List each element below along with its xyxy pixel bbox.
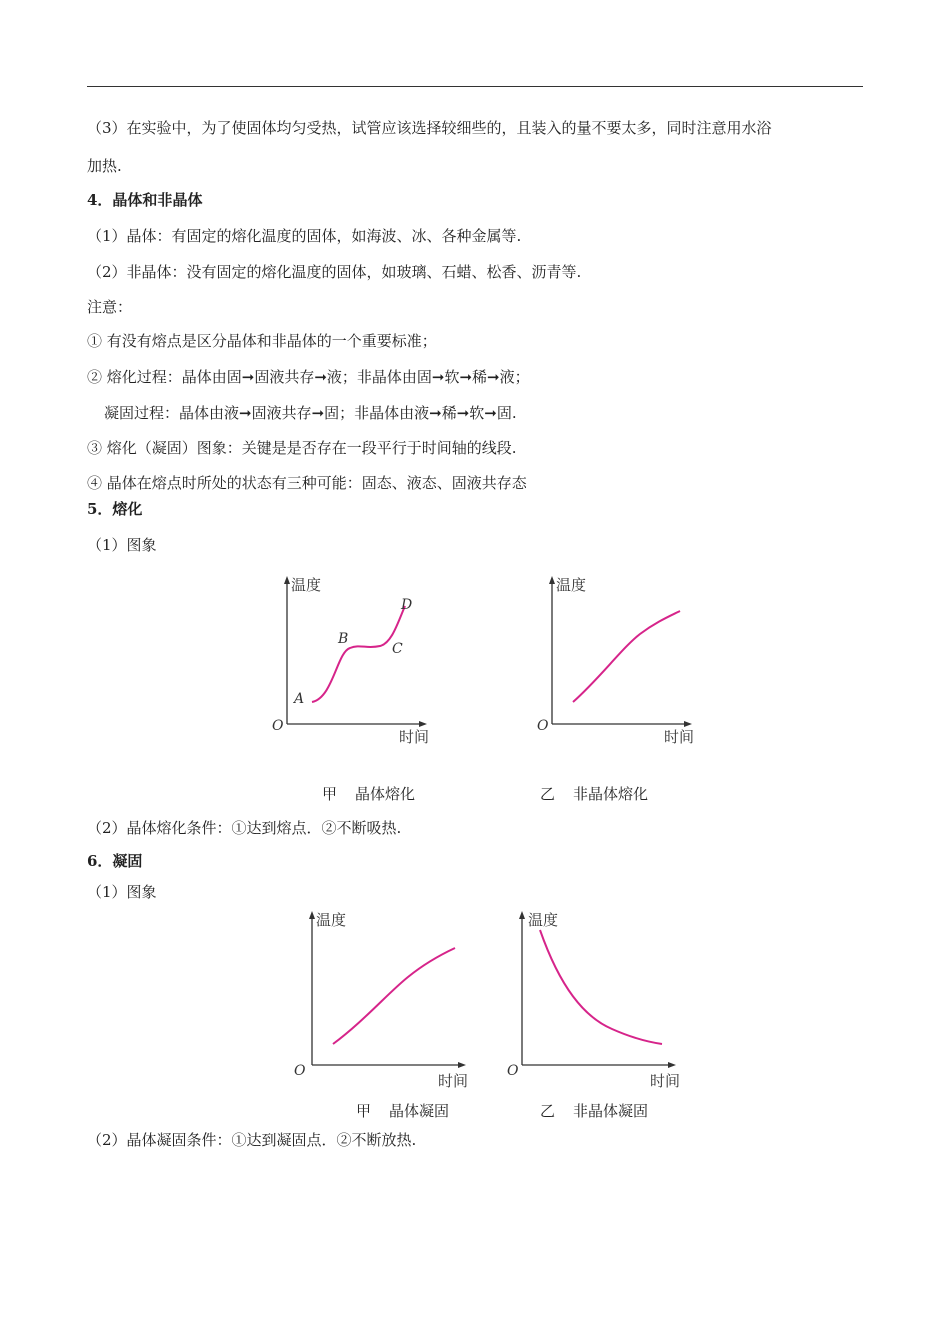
caption-prefix: 乙 bbox=[540, 785, 556, 803]
caption-prefix: 乙 bbox=[540, 1102, 556, 1120]
y-axis-label: 温度 bbox=[528, 911, 559, 929]
melt-amorphous-caption bbox=[540, 784, 648, 804]
item-6-1: （1）图象 bbox=[87, 883, 157, 901]
item-5-1: （1）图象 bbox=[87, 536, 157, 554]
note-1: ① 有没有熔点是区分晶体和非晶体的一个重要标准； bbox=[87, 332, 437, 350]
solidification-curve bbox=[540, 930, 662, 1044]
melt-crystal-caption bbox=[322, 784, 415, 804]
x-axis-arrow bbox=[668, 1062, 676, 1068]
solid-crystal-caption bbox=[356, 1101, 449, 1121]
y-axis-arrow bbox=[284, 576, 290, 584]
x-axis-arrow bbox=[458, 1062, 466, 1068]
point-d-label: D bbox=[401, 597, 413, 613]
x-axis-label: 时间 bbox=[399, 728, 430, 746]
melt-amorphous-chart bbox=[530, 570, 700, 750]
item-6-2: （2）晶体凝固条件：①达到凝固点．②不断放热. bbox=[87, 1131, 417, 1149]
caption-prefix: 甲 bbox=[322, 785, 338, 803]
origin-label: O bbox=[507, 1063, 519, 1079]
caption-title: 非晶体凝固 bbox=[573, 1102, 649, 1120]
caption-title: 晶体凝固 bbox=[389, 1102, 450, 1120]
item-4-2: （2）非晶体：没有固定的熔化温度的固体，如玻璃、石蜡、松香、沥青等. bbox=[87, 263, 582, 281]
paragraph-3a: （3）在实验中，为了使固体均匀受热，试管应该选择较细些的，且装入的量不要太多，同时注意用水浴 bbox=[87, 119, 772, 137]
point-c-label: C bbox=[392, 641, 403, 657]
x-axis-label: 时间 bbox=[438, 1072, 469, 1090]
heading-5: 5．熔化 bbox=[87, 500, 143, 518]
x-axis-arrow bbox=[419, 721, 427, 727]
y-axis-arrow bbox=[309, 911, 315, 919]
x-axis-label: 时间 bbox=[664, 728, 695, 746]
note-3: ③ 熔化（凝固）图象：关键是是否存在一段平行于时间轴的线段. bbox=[87, 439, 517, 457]
y-axis-label: 温度 bbox=[291, 576, 322, 594]
y-axis-arrow bbox=[549, 576, 555, 584]
caption-prefix: 甲 bbox=[356, 1102, 372, 1120]
note-2: ② 熔化过程：晶体由固➞固液共存➞液；非晶体由固➞软➞稀➞液； bbox=[87, 368, 530, 386]
caption-title: 非晶体熔化 bbox=[573, 785, 649, 803]
solid-amorphous-caption bbox=[540, 1101, 648, 1121]
melting-curve bbox=[573, 611, 680, 702]
caption-title: 晶体熔化 bbox=[355, 785, 416, 803]
item-5-2: （2）晶体熔化条件：①达到熔点．②不断吸热. bbox=[87, 819, 402, 837]
point-b-label: B bbox=[338, 631, 349, 647]
origin-label: O bbox=[272, 718, 284, 734]
melt-crystal-chart bbox=[265, 570, 435, 750]
note-4: ④ 晶体在熔点时所处的状态有三种可能：固态、液态、固液共存态 bbox=[87, 474, 527, 492]
origin-label: O bbox=[537, 718, 549, 734]
heading-6: 6．凝固 bbox=[87, 852, 143, 870]
solid-crystal-chart bbox=[290, 905, 480, 1090]
y-axis-label: 温度 bbox=[556, 576, 587, 594]
item-4-1: （1）晶体：有固定的熔化温度的固体，如海波、冰、各种金属等. bbox=[87, 227, 522, 245]
solid-amorphous-chart bbox=[500, 905, 690, 1090]
heading-4: 4．晶体和非晶体 bbox=[87, 191, 203, 209]
solidification-curve bbox=[333, 948, 455, 1044]
header-rule bbox=[87, 86, 863, 87]
y-axis-label: 温度 bbox=[316, 911, 347, 929]
origin-label: O bbox=[294, 1063, 306, 1079]
paragraph-3b: 加热. bbox=[87, 157, 122, 175]
point-a-label: A bbox=[294, 691, 305, 707]
note-2b: 凝固过程：晶体由液➞固液共存➞固；非晶体由液➞稀➞软➞固. bbox=[104, 404, 517, 422]
note-label: 注意： bbox=[87, 298, 133, 316]
x-axis-arrow bbox=[684, 721, 692, 727]
x-axis-label: 时间 bbox=[650, 1072, 681, 1090]
y-axis-arrow bbox=[519, 911, 525, 919]
